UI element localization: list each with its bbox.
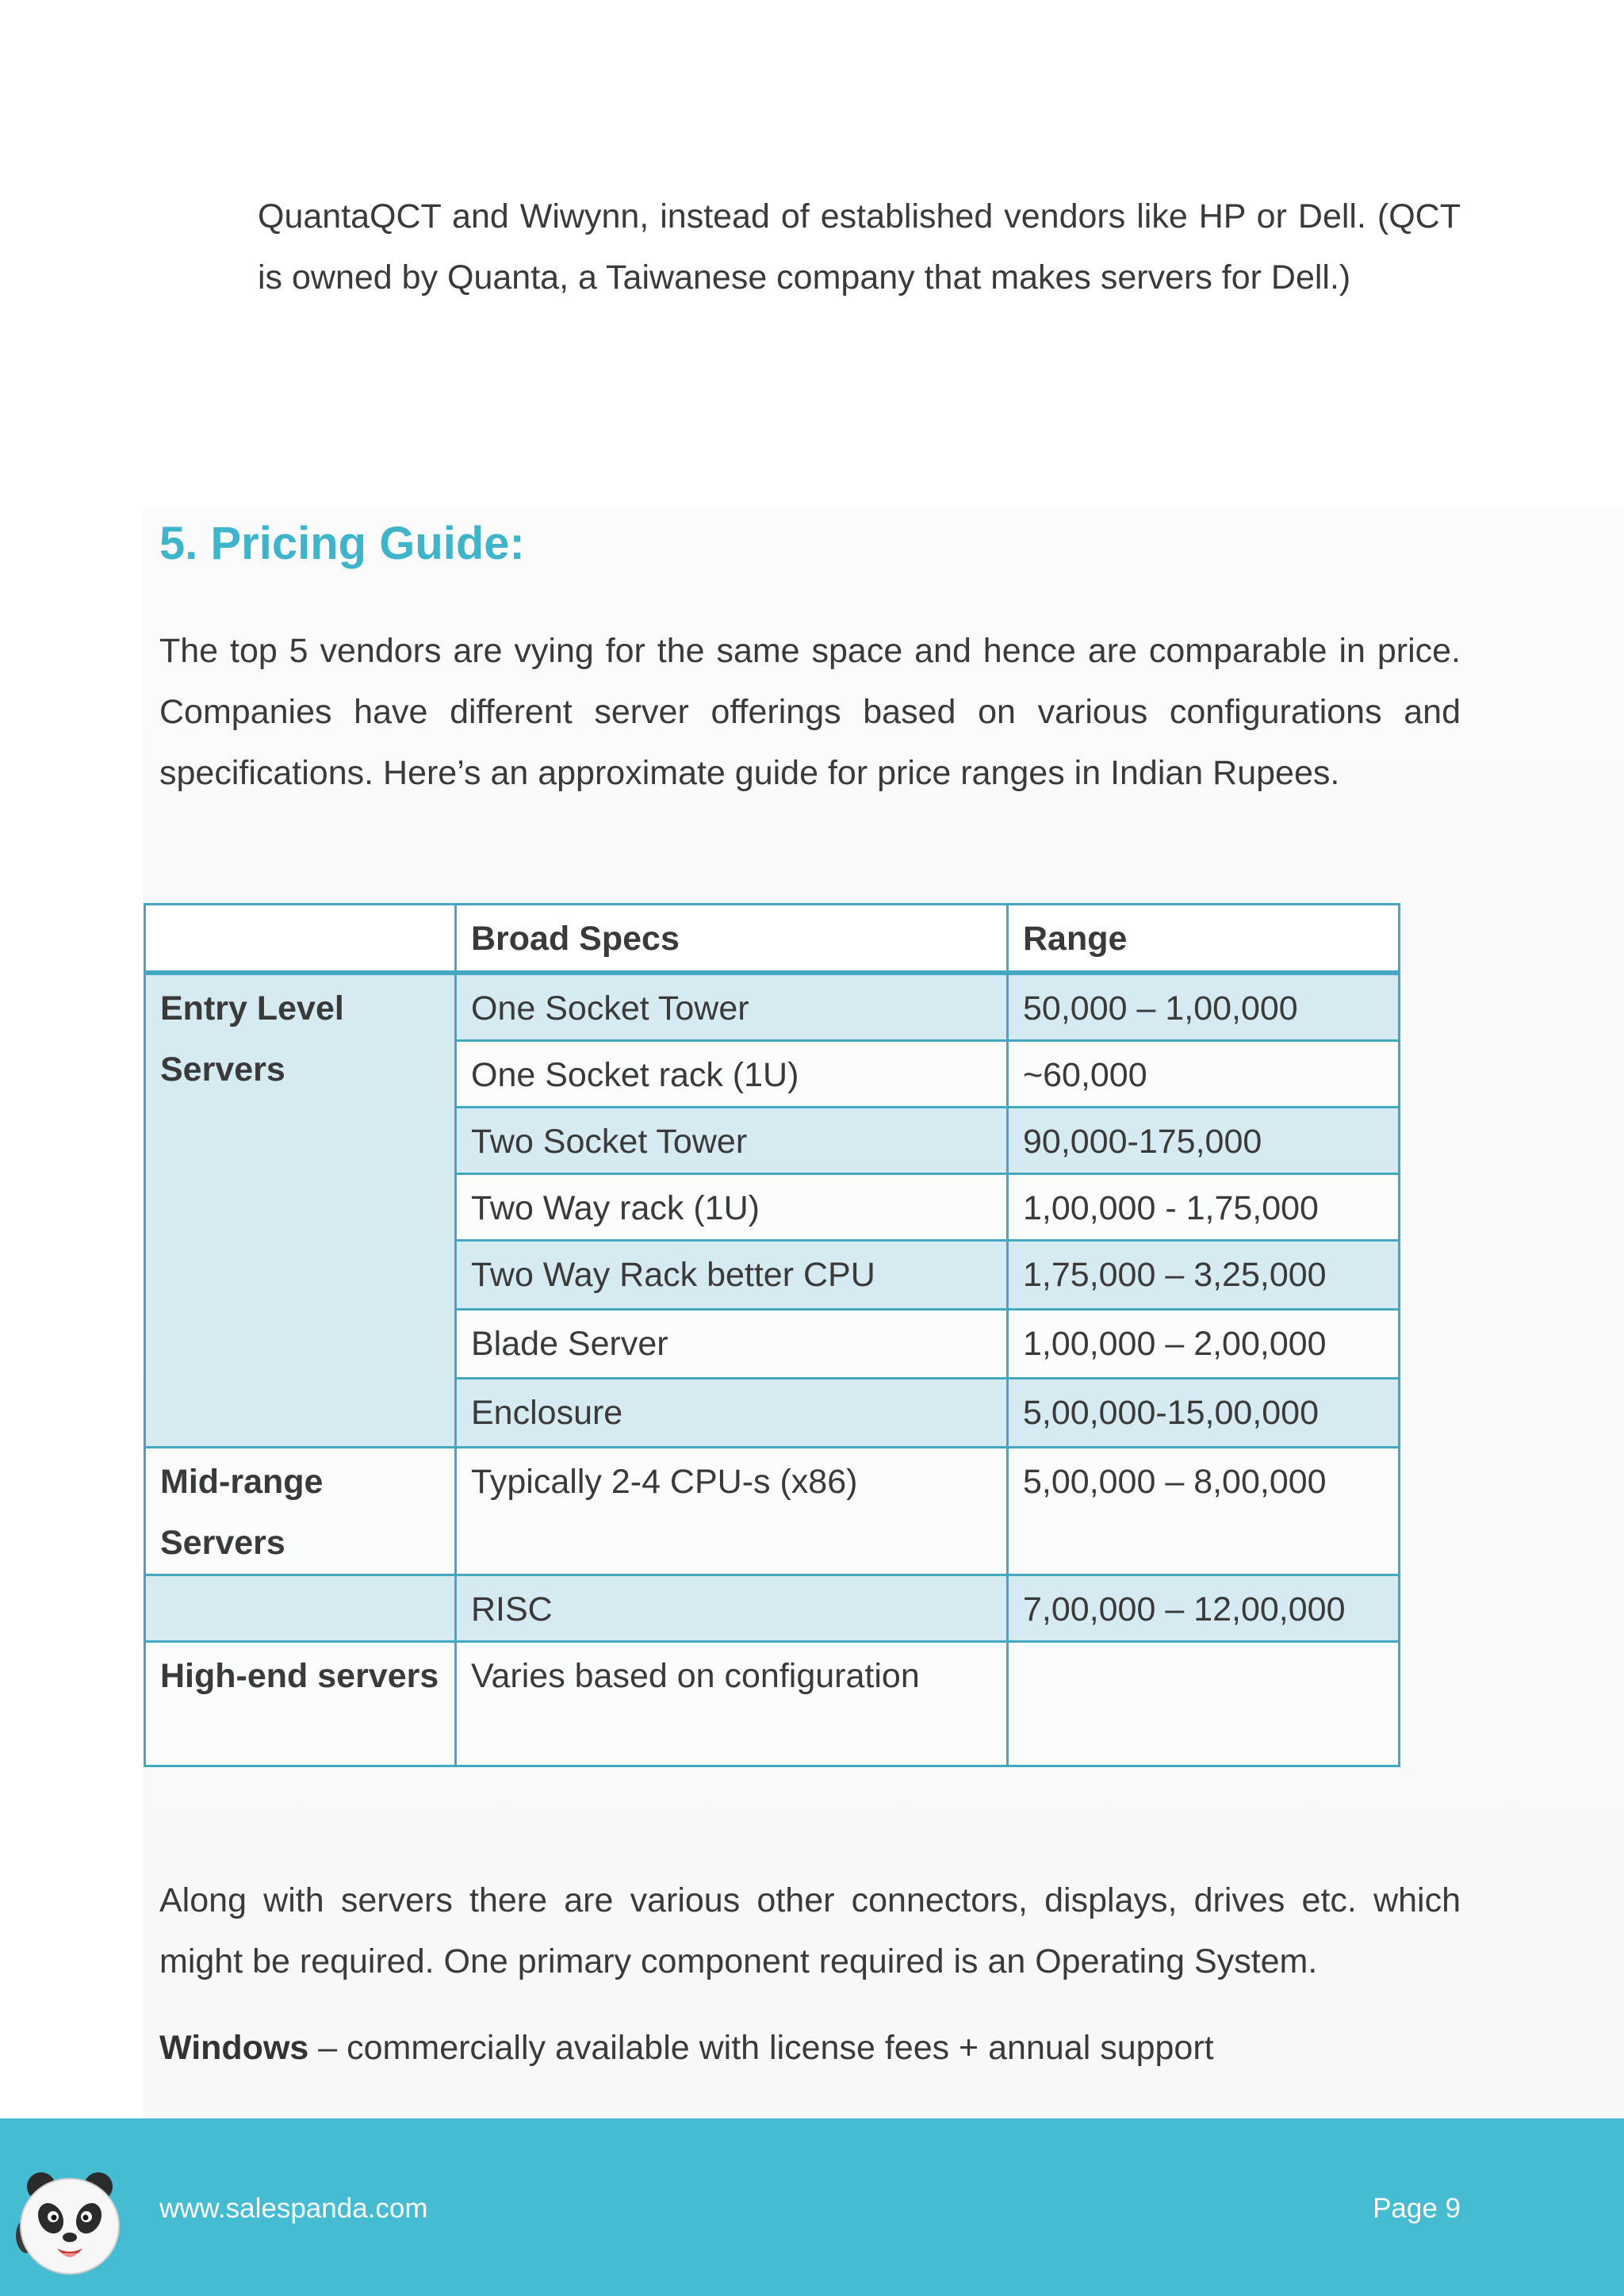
table-row <box>145 973 1400 1041</box>
range-cell: 5,00,000 – 8,00,000 <box>1008 1448 1400 1575</box>
spec-cell: Typically 2-4 CPU-s (x86) <box>456 1448 1008 1575</box>
range-cell: 1,75,000 – 3,25,000 <box>1008 1241 1400 1310</box>
table-header-range: Range <box>1008 905 1400 974</box>
spec-cell: One Socket Tower <box>456 973 1008 1041</box>
windows-description: – commercially available with license fees + annual support <box>308 2029 1214 2067</box>
empty-category-cell <box>145 1575 456 1642</box>
range-cell: 7,00,000 – 12,00,000 <box>1008 1575 1400 1642</box>
category-entry-level: Entry Level Servers <box>145 973 456 1448</box>
pricing-table <box>144 903 1400 1767</box>
range-cell: ~60,000 <box>1008 1041 1400 1108</box>
table-row <box>145 1448 1400 1575</box>
windows-line <box>159 2018 1461 2079</box>
section-heading: 5. Pricing Guide: <box>159 518 525 569</box>
footer-url: www.salespanda.com <box>159 2193 428 2224</box>
range-cell: 90,000-175,000 <box>1008 1108 1400 1174</box>
table-header-empty <box>145 905 456 974</box>
range-cell <box>1008 1642 1400 1766</box>
table-header-broad-specs: Broad Specs <box>456 905 1008 974</box>
spec-cell: Enclosure <box>456 1379 1008 1448</box>
range-cell: 50,000 – 1,00,000 <box>1008 973 1400 1041</box>
spec-cell: RISC <box>456 1575 1008 1642</box>
spec-cell: One Socket rack (1U) <box>456 1041 1008 1108</box>
range-cell: 1,00,000 - 1,75,000 <box>1008 1174 1400 1241</box>
range-cell: 1,00,000 – 2,00,000 <box>1008 1310 1400 1379</box>
spec-cell: Blade Server <box>456 1310 1008 1379</box>
panda-mascot-icon <box>10 2163 128 2282</box>
top-paragraph: QuantaQCT and Wiwynn, instead of established vendors like HP or Dell. (QCT is owned by Quanta, a Taiwanese company that makes servers for Dell.) <box>258 197 1461 297</box>
category-high-end: High-end servers <box>145 1642 456 1766</box>
page-number: Page 9 <box>1373 2193 1461 2224</box>
table-row <box>145 1642 1400 1766</box>
intro-paragraph: The top 5 vendors are vying for the same space and hence are comparable in price. Companies have different server offerings based on various configurations and specifications. Here’s an approximate guide for price ranges in Indian Rupees. <box>159 632 1461 792</box>
spec-cell: Two Way rack (1U) <box>456 1174 1008 1241</box>
os-paragraph: Along with servers there are various other connectors, displays, drives etc. which might be required. One primary component required is an Operating System. <box>159 1881 1461 1980</box>
table-row <box>145 1575 1400 1642</box>
spec-cell: Varies based on configuration <box>456 1642 1008 1766</box>
windows-term: Windows <box>159 2029 309 2067</box>
spec-cell: Two Way Rack better CPU <box>456 1241 1008 1310</box>
category-mid-range: Mid-range Servers <box>145 1448 456 1575</box>
table-header-row <box>145 905 1400 974</box>
spec-cell: Two Socket Tower <box>456 1108 1008 1174</box>
range-cell: 5,00,000-15,00,000 <box>1008 1379 1400 1448</box>
